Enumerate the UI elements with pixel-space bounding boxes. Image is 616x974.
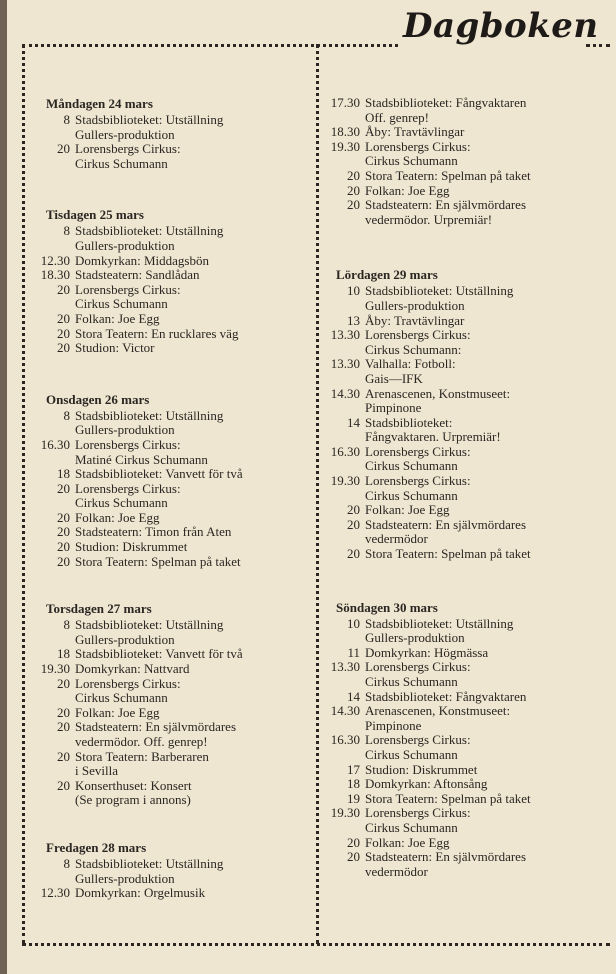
event-text xyxy=(360,763,477,778)
event-text xyxy=(360,806,471,835)
event-text xyxy=(70,268,200,283)
event-text xyxy=(360,445,471,474)
event-row xyxy=(40,540,308,555)
event-row xyxy=(330,125,602,140)
event-line: Lorensbergs Cirkus: xyxy=(75,480,181,496)
event-text xyxy=(360,357,456,386)
event-text xyxy=(70,438,208,467)
event-line: (Se program i annons) xyxy=(75,792,191,808)
event-line: Stadsbiblioteket: Fångvaktaren xyxy=(365,95,527,110)
event-line: Stadsbiblioteket: Utställning xyxy=(75,112,224,127)
event-line: Stadsbiblioteket: Utställning xyxy=(75,223,224,239)
frame-left xyxy=(22,44,25,944)
event-text xyxy=(70,647,243,662)
event-time: 20 xyxy=(57,704,70,720)
event-time: 20 xyxy=(57,325,70,341)
event-row xyxy=(40,254,308,269)
event-time: 20 xyxy=(347,182,360,198)
event-row xyxy=(40,142,308,171)
event-text xyxy=(360,617,513,646)
event-row xyxy=(330,850,602,879)
event-line: Stora Teatern: Spelman på taket xyxy=(365,167,531,183)
event-line: Stadsbiblioteket: Utställning xyxy=(365,283,514,299)
event-text xyxy=(70,482,181,511)
event-time: 8 xyxy=(63,855,70,871)
event-line: Lorensbergs Cirkus: xyxy=(365,805,471,821)
event-time: 20 xyxy=(57,675,70,691)
event-time: 20 xyxy=(57,480,70,496)
event-time: 13.30 xyxy=(330,327,360,343)
event-line: Folkan: Joe Egg xyxy=(365,834,450,850)
event-line: Gullers-produktion xyxy=(75,870,175,886)
event-time: 16.30 xyxy=(330,443,360,459)
event-row xyxy=(330,328,602,357)
event-row xyxy=(40,511,308,526)
event-line: vedermödor. Off. genrep! xyxy=(75,734,208,749)
event-time: 20 xyxy=(57,281,70,297)
event-row xyxy=(40,618,308,647)
event-line: Arenascenen, Konstmuseet: xyxy=(365,385,511,401)
event-text xyxy=(360,777,487,792)
event-row xyxy=(330,169,602,184)
event-row xyxy=(330,660,602,689)
day-block xyxy=(330,267,602,561)
day-block xyxy=(40,207,308,355)
event-line: Studion: Diskrummet xyxy=(365,761,478,777)
event-row xyxy=(330,184,602,199)
event-time: 11 xyxy=(347,644,360,660)
day-heading: Onsdagen 26 mars xyxy=(46,391,150,407)
event-row xyxy=(40,268,308,283)
event-line: Lorensbergs Cirkus: xyxy=(365,327,471,343)
event-line: Stadsbiblioteket: Utställning xyxy=(75,617,224,633)
event-line: Domkyrkan: Nattvard xyxy=(75,661,190,677)
event-text xyxy=(70,341,155,356)
day-gap xyxy=(40,171,308,207)
event-time: 14 xyxy=(347,414,360,430)
event-line: Lorensbergs Cirkus: xyxy=(75,141,181,157)
event-row xyxy=(330,445,602,474)
event-line: Åby: Travtävlingar xyxy=(365,312,465,328)
event-line: vedermödor. Urpremiär! xyxy=(365,211,493,227)
event-time: 13.30 xyxy=(330,356,360,372)
event-text xyxy=(70,327,238,342)
event-line: Stadsbiblioteket: xyxy=(365,414,453,430)
event-text xyxy=(70,618,223,647)
event-time: 17 xyxy=(347,761,360,777)
event-time: 16.30 xyxy=(330,732,360,748)
event-row xyxy=(330,617,602,646)
event-line: Domkyrkan: Högmässa xyxy=(365,644,489,660)
event-line: Cirkus Schumann xyxy=(365,487,458,503)
event-text xyxy=(70,113,223,142)
event-row xyxy=(330,704,602,733)
event-text xyxy=(360,169,531,184)
event-time: 20 xyxy=(57,539,70,555)
event-text xyxy=(360,733,471,762)
event-time: 12.30 xyxy=(40,885,70,901)
event-line: Folkan: Joe Egg xyxy=(365,182,450,198)
event-line: Stora Teatern: Barberaren xyxy=(75,748,209,764)
event-line: Konserthuset: Konsert xyxy=(75,777,192,793)
event-row xyxy=(40,706,308,721)
event-row xyxy=(40,857,308,886)
day-block xyxy=(330,96,602,227)
event-line: Lorensbergs Cirkus: xyxy=(75,675,181,691)
event-row xyxy=(330,806,602,835)
event-time: 20 xyxy=(347,516,360,532)
event-text xyxy=(70,662,189,677)
frame-top-left xyxy=(22,44,398,47)
event-row xyxy=(40,327,308,342)
event-line: Lorensbergs Cirkus: xyxy=(365,138,471,154)
event-text xyxy=(70,312,160,327)
event-text xyxy=(70,750,209,779)
event-line: Fångvaktaren. Urpremiär! xyxy=(365,429,501,445)
event-text xyxy=(70,886,205,901)
event-line: Gullers-produktion xyxy=(75,237,175,253)
event-line: Stadsteatern: En självmördares xyxy=(365,849,527,865)
event-line: Stadsteatern: En självmördares xyxy=(365,197,527,213)
event-line: Arenascenen, Konstmuseet: xyxy=(365,703,511,719)
event-time: 19.30 xyxy=(330,805,360,821)
event-time: 17.30 xyxy=(330,95,360,110)
event-row xyxy=(330,646,602,661)
event-row xyxy=(330,690,602,705)
event-row xyxy=(330,518,602,547)
event-line: Åby: Travtävlingar xyxy=(365,124,465,140)
event-row xyxy=(40,113,308,142)
event-row xyxy=(40,555,308,570)
day-heading: Torsdagen 27 mars xyxy=(46,601,152,617)
event-line: Stadsteatern: Timon från Aten xyxy=(75,524,232,540)
event-line: Cirkus Schumann: xyxy=(365,341,462,357)
event-time: 18 xyxy=(57,646,70,662)
event-line: Gais—IFK xyxy=(365,370,423,386)
event-line: Stadsbiblioteket: Utställning xyxy=(365,615,514,631)
event-row xyxy=(40,525,308,540)
event-line: Domkyrkan: Middagsbön xyxy=(75,252,209,268)
event-text xyxy=(360,704,510,733)
event-line: Stora Teatern: Spelman på taket xyxy=(75,553,241,569)
event-row xyxy=(40,482,308,511)
event-line: Gullers-produktion xyxy=(75,422,175,438)
event-line: Valhalla: Fotboll: xyxy=(365,356,456,372)
column-divider xyxy=(316,44,319,944)
event-text xyxy=(360,518,526,547)
event-time: 18.30 xyxy=(330,124,360,140)
event-line: Stadsteatern: Sandlådan xyxy=(75,267,200,283)
event-time: 13.30 xyxy=(330,659,360,675)
event-text xyxy=(70,467,243,482)
event-text xyxy=(360,416,501,445)
event-text xyxy=(70,525,231,540)
event-line: Studion: Diskrummet xyxy=(75,539,188,555)
day-heading: Söndagen 30 mars xyxy=(336,599,438,615)
event-text xyxy=(360,503,450,518)
event-line: Stora Teatern: Spelman på taket xyxy=(365,790,531,806)
event-time: 10 xyxy=(347,283,360,299)
event-text xyxy=(70,779,192,808)
event-text xyxy=(70,677,181,706)
event-line: Lorensbergs Cirkus: xyxy=(365,473,471,489)
event-time: 16.30 xyxy=(40,436,70,452)
event-time: 20 xyxy=(347,167,360,183)
day-heading: Fredagen 28 mars xyxy=(46,839,147,855)
event-text xyxy=(360,328,471,357)
event-row xyxy=(40,467,308,482)
event-line: Cirkus Schumann xyxy=(75,296,168,312)
event-row xyxy=(330,416,602,445)
event-line: vedermödor xyxy=(365,531,428,547)
event-text xyxy=(360,184,450,199)
event-line: Pimpinone xyxy=(365,717,422,733)
event-row xyxy=(40,341,308,356)
event-time: 14.30 xyxy=(330,703,360,719)
event-line: Folkan: Joe Egg xyxy=(365,502,450,518)
event-text xyxy=(360,125,464,140)
event-line: Matiné Cirkus Schumann xyxy=(75,451,208,467)
event-time: 20 xyxy=(57,524,70,540)
day-gap xyxy=(330,227,602,267)
event-row xyxy=(40,647,308,662)
event-text xyxy=(360,387,510,416)
event-line: Cirkus Schumann xyxy=(75,495,168,511)
day-gap xyxy=(330,562,602,600)
event-line: Lorensbergs Cirkus: xyxy=(365,659,471,675)
event-line: Lorensbergs Cirkus: xyxy=(365,732,471,748)
event-line: Stadsbiblioteket: Vanvett för två xyxy=(75,646,243,662)
event-line: Folkan: Joe Egg xyxy=(75,310,160,326)
event-row xyxy=(40,720,308,749)
event-text xyxy=(360,690,526,705)
event-time: 19.30 xyxy=(330,138,360,154)
event-time: 8 xyxy=(63,223,70,239)
event-row xyxy=(330,140,602,169)
event-text xyxy=(360,96,526,125)
event-line: Domkyrkan: Orgelmusik xyxy=(75,885,206,901)
event-line: Stora Teatern: En rucklares väg xyxy=(75,325,239,341)
event-text xyxy=(70,224,223,253)
event-text xyxy=(360,314,464,329)
event-time: 18 xyxy=(57,466,70,482)
day-heading: Måndagen 24 mars xyxy=(46,96,153,111)
event-row xyxy=(40,750,308,779)
event-line: Stadsbiblioteket: Fångvaktaren xyxy=(365,688,527,704)
event-time: 14.30 xyxy=(330,385,360,401)
event-line: Stadsbiblioteket: Utställning xyxy=(75,855,224,871)
event-time: 19.30 xyxy=(40,661,70,677)
event-time: 20 xyxy=(57,553,70,569)
day-gap xyxy=(40,808,308,840)
event-time: 19.30 xyxy=(330,473,360,489)
event-time: 20 xyxy=(347,849,360,865)
event-line: Cirkus Schumann xyxy=(365,153,458,169)
event-row xyxy=(330,284,602,313)
event-row xyxy=(40,677,308,706)
event-text xyxy=(360,646,488,661)
event-row xyxy=(330,547,602,562)
day-block xyxy=(40,96,308,171)
event-row xyxy=(330,314,602,329)
event-text xyxy=(70,409,223,438)
event-time: 8 xyxy=(63,617,70,633)
event-text xyxy=(360,140,471,169)
event-line: Stadsteatern: En självmördares xyxy=(365,516,527,532)
page-edge xyxy=(0,0,7,974)
event-text xyxy=(360,198,526,227)
event-time: 18 xyxy=(347,776,360,792)
event-text xyxy=(360,792,531,807)
event-line: Domkyrkan: Aftonsång xyxy=(365,776,488,792)
event-time: 20 xyxy=(57,141,70,157)
event-text xyxy=(360,547,531,562)
event-line: Folkan: Joe Egg xyxy=(75,704,160,720)
event-text xyxy=(70,555,241,570)
event-time: 13 xyxy=(347,312,360,328)
event-text xyxy=(70,706,160,721)
event-time: 8 xyxy=(63,407,70,423)
event-row xyxy=(330,836,602,851)
day-block xyxy=(40,392,308,570)
event-line: Off. genrep! xyxy=(365,109,430,125)
event-line: Lorensbergs Cirkus: xyxy=(365,443,471,459)
event-time: 20 xyxy=(57,777,70,793)
event-line: Cirkus Schumann xyxy=(365,458,458,474)
event-time: 8 xyxy=(63,112,70,127)
day-block xyxy=(40,601,308,808)
event-line: Cirkus Schumann xyxy=(75,690,168,706)
page-title: Dagboken xyxy=(403,6,599,46)
event-text xyxy=(360,660,471,689)
event-text xyxy=(70,254,209,269)
event-time: 20 xyxy=(347,502,360,518)
event-row xyxy=(330,198,602,227)
event-text xyxy=(360,836,450,851)
event-text xyxy=(70,540,187,555)
event-time: 20 xyxy=(347,197,360,213)
left-column xyxy=(40,96,308,901)
event-time: 20 xyxy=(57,509,70,525)
event-line: vedermödor xyxy=(365,863,428,879)
event-line: Stadsteatern: En självmördares xyxy=(75,719,237,735)
event-row xyxy=(330,474,602,503)
event-line: Gullers-produktion xyxy=(365,630,465,646)
event-time: 20 xyxy=(57,719,70,735)
event-row xyxy=(40,886,308,901)
event-time: 18.30 xyxy=(40,267,70,283)
event-text xyxy=(360,850,526,879)
event-row xyxy=(40,779,308,808)
event-line: Cirkus Schumann xyxy=(365,674,458,689)
event-row xyxy=(40,409,308,438)
event-time: 12.30 xyxy=(40,252,70,268)
event-text xyxy=(70,720,236,749)
event-row xyxy=(330,387,602,416)
event-row xyxy=(330,763,602,778)
event-line: Gullers-produktion xyxy=(365,297,465,313)
event-line: i Sevilla xyxy=(75,763,118,779)
day-block xyxy=(40,840,308,901)
event-text xyxy=(360,284,513,313)
event-text xyxy=(70,511,160,526)
event-row xyxy=(330,792,602,807)
event-line: Cirkus Schumann xyxy=(365,819,458,835)
event-line: Stadsbiblioteket: Utställning xyxy=(75,407,224,423)
event-time: 10 xyxy=(347,615,360,631)
day-heading: Tisdagen 25 mars xyxy=(46,207,144,223)
event-line: Stora Teatern: Spelman på taket xyxy=(365,546,531,562)
event-text xyxy=(70,283,181,312)
event-text xyxy=(70,142,181,171)
event-time: 20 xyxy=(57,310,70,326)
day-gap xyxy=(40,356,308,392)
event-text xyxy=(360,474,471,503)
event-line: Stadsbiblioteket: Vanvett för två xyxy=(75,466,243,482)
event-time: 14 xyxy=(347,688,360,704)
event-row xyxy=(330,503,602,518)
event-time: 20 xyxy=(347,546,360,562)
event-text xyxy=(70,857,223,886)
event-time: 20 xyxy=(347,834,360,850)
day-block xyxy=(330,600,602,880)
event-line: Pimpinone xyxy=(365,400,422,416)
event-row xyxy=(330,733,602,762)
day-heading: Lördagen 29 mars xyxy=(336,267,438,283)
day-gap xyxy=(40,569,308,601)
event-row xyxy=(40,224,308,253)
event-row xyxy=(40,312,308,327)
event-line: Cirkus Schumann xyxy=(75,155,168,171)
event-line: Cirkus Schumann xyxy=(365,746,458,762)
event-line: Gullers-produktion xyxy=(75,126,175,142)
event-row xyxy=(40,283,308,312)
event-row xyxy=(40,438,308,467)
event-row xyxy=(40,662,308,677)
event-row xyxy=(330,777,602,792)
event-line: Studion: Victor xyxy=(75,340,155,356)
event-time: 20 xyxy=(57,748,70,764)
event-time: 19 xyxy=(347,790,360,806)
event-line: Gullers-produktion xyxy=(75,631,175,647)
event-row xyxy=(330,96,602,125)
event-line: Folkan: Joe Egg xyxy=(75,509,160,525)
event-time: 20 xyxy=(57,340,70,356)
right-column xyxy=(330,96,602,879)
event-line: Lorensbergs Cirkus: xyxy=(75,281,181,297)
event-row xyxy=(330,357,602,386)
event-line: Lorensbergs Cirkus: xyxy=(75,436,181,452)
